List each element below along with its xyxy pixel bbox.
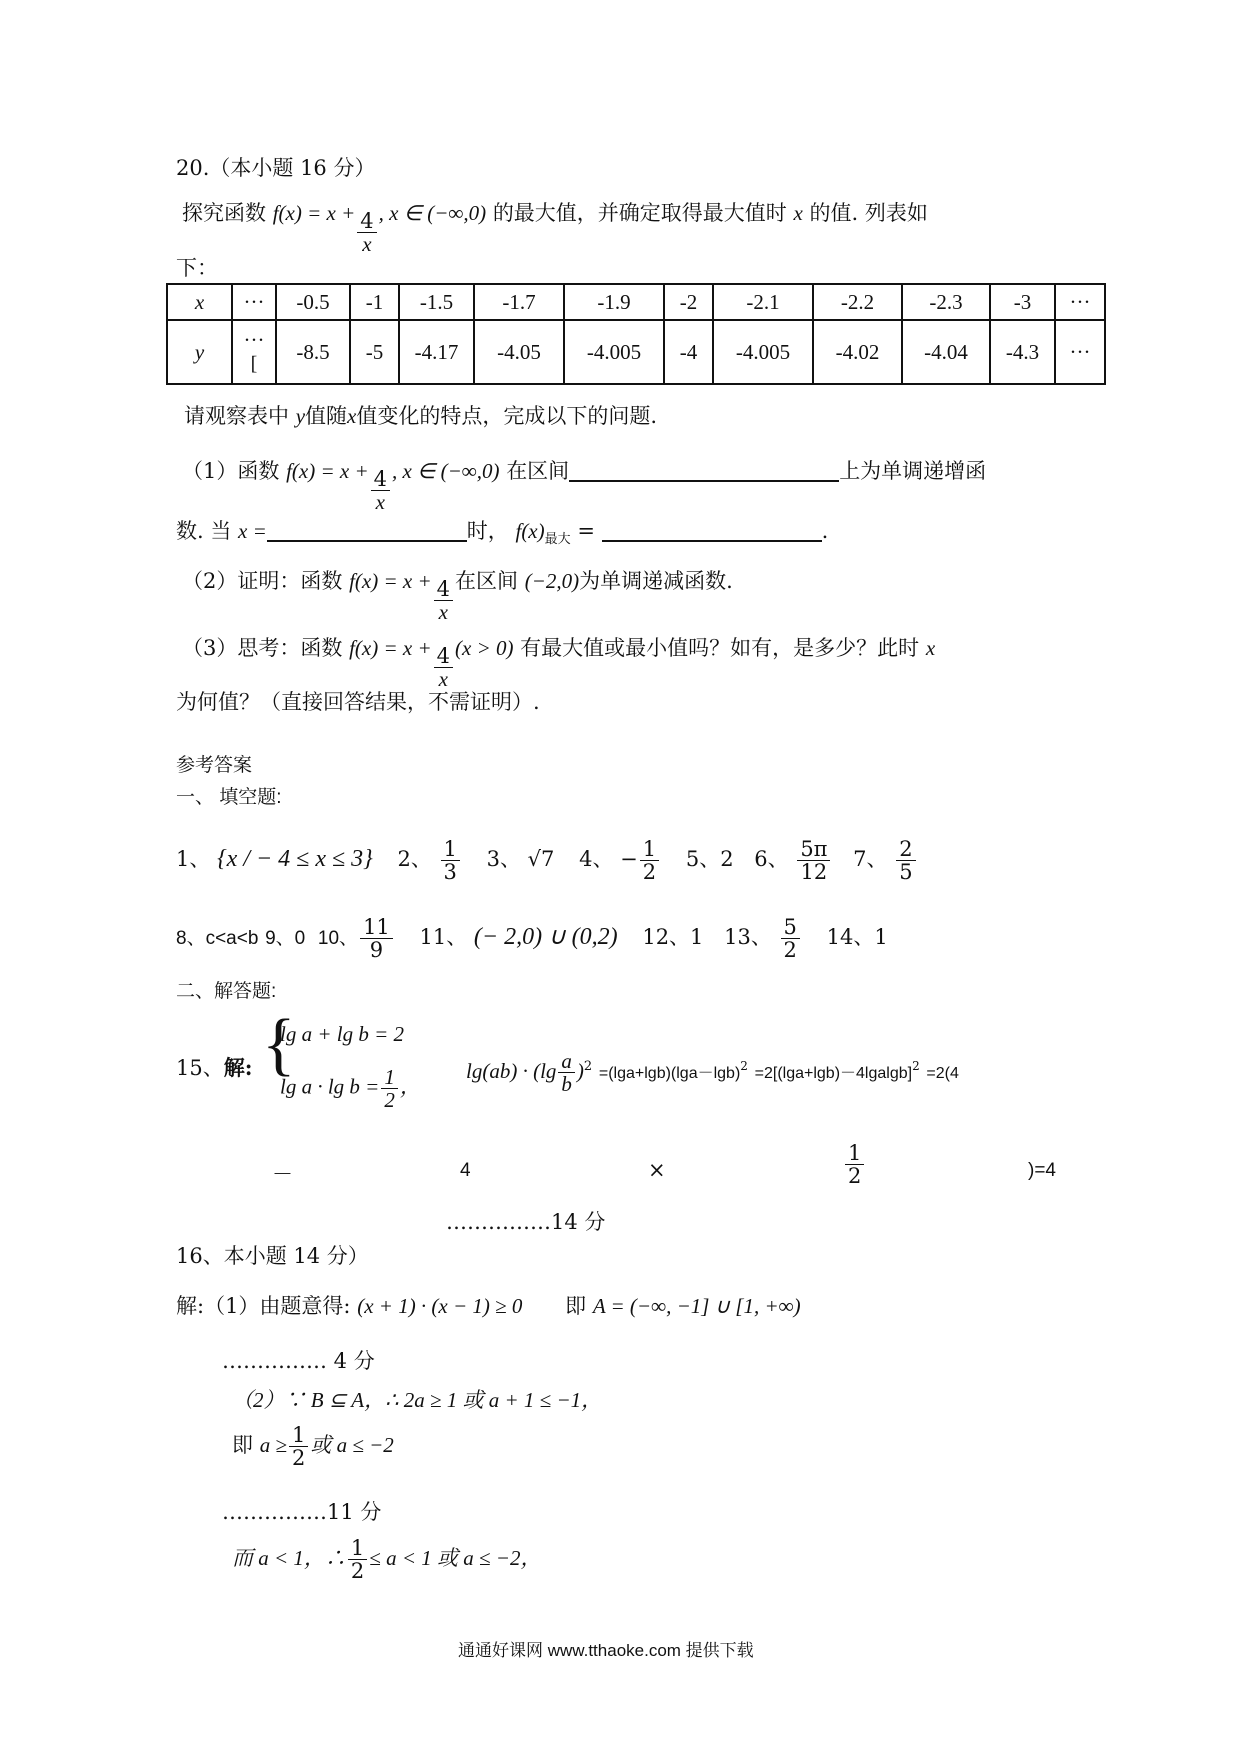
line2-times: ×: [648, 1158, 666, 1182]
answer-16-line-2: （2）∵ B ⊆ A，∴ 2a ≥ 1 或 a + 1 ≤ −1，: [232, 1388, 603, 1412]
table-cell: -4.17: [399, 320, 474, 384]
function-expression: f(x) = x +: [272, 201, 356, 225]
table-cell: -4: [664, 320, 713, 384]
answers-title: 参考答案: [176, 755, 253, 776]
answer-16-line-4: 而 a < 1，∴ $\frac{1}{2}$ ≤ a < 1 或 a ≤ −2，: [232, 1536, 542, 1584]
table-cell: -2: [664, 284, 713, 320]
table-cell: x: [167, 284, 232, 320]
line2-minus: －: [272, 1162, 293, 1186]
answer-6-fraction: $\frac{5\pi}{12}$: [797, 838, 830, 883]
line2-end: )=4: [1028, 1160, 1056, 1181]
table-cell: -2.3: [902, 284, 990, 320]
table-row-y: [167, 320, 1105, 384]
table-cell: -4.005: [564, 320, 664, 384]
part-1-line-2: 数. 当 x = 时， $f(x)_{最大}$ = .: [176, 519, 829, 548]
part-2-line: （2）证明：函数 f(x) = x + $\frac{4}{x}$ 在区间 (−2,0)为单调递减函数.: [182, 569, 733, 625]
table-cell: -5: [350, 320, 399, 384]
one-half-fraction: $\frac{1}{2}$: [289, 1424, 308, 1469]
intro-text-a: 探究函数: [182, 201, 266, 225]
system-equation-2: lg a · lg b = $\frac{1}{2}$ ，: [280, 1065, 421, 1113]
answer-15-score: ……………14 分: [446, 1210, 606, 1234]
intro-text-d: 下：: [176, 256, 218, 280]
table-cell: ···: [1055, 284, 1105, 320]
table-cell: -1.5: [399, 284, 474, 320]
table-cell: -4.005: [713, 320, 813, 384]
answer-16-score-1: …………… 4 分: [222, 1349, 375, 1373]
intro-text-b: 的最大值，并确定取得最大值时: [492, 201, 787, 225]
table-cell: -1: [350, 284, 399, 320]
section-2-heading: 二、解答题:: [176, 981, 277, 1002]
answer-13-fraction: $\frac{5}{2}$: [781, 916, 800, 961]
stray-bracket: [: [250, 352, 258, 375]
answer-16-line-3: 即 a ≥ $\frac{1}{2}$ 或 a ≤ −2: [232, 1423, 394, 1471]
answer-10-fraction: $\frac{11}{9}$: [360, 916, 393, 961]
fraction-4-over-x: $\frac{4}{x}$: [371, 468, 390, 513]
table-cell: -2.1: [713, 284, 813, 320]
line2-four: 4: [460, 1160, 471, 1181]
table-cell: ···: [232, 284, 276, 320]
interval-blank[interactable]: [569, 458, 839, 482]
domain-expression: , x ∈ (−∞,0): [378, 201, 487, 225]
a-over-b-fraction: $\frac{a}{b}$: [558, 1050, 575, 1095]
answer-15-expression: lg(ab) · (lg $\frac{a}{b}$ )$^2 =(\lg a+\lg b)(\lg a-\lg b)^2 =2[(\lg a+\lg b)-4lgalgb]^2 =2(4$: [466, 1049, 959, 1097]
table-cell: -0.5: [276, 284, 350, 320]
values-table: [166, 283, 1106, 385]
table-cell: -2.2: [813, 284, 902, 320]
problem-20-header: 20.（本小题 16 分）: [176, 156, 376, 180]
table-cell: -1.7: [474, 284, 564, 320]
answers-row-2: 8、c<a<b 9、0 10、 $\frac{11}{9}$ 11、 (− 2,0) ∪ (0,2) 12、1 13、 $\frac{5}{2}$ 14、1: [176, 915, 888, 963]
part-1-line-1: （1）函数 f(x) = x + $\frac{4}{x}$ , x ∈ (−∞,0) 在区间 上为单调递增函: [182, 459, 987, 515]
problem-20-intro: [182, 197, 928, 255]
table-row-x: [167, 284, 1105, 320]
table-cell: -4.05: [474, 320, 564, 384]
one-half-fraction: $\frac{1}{2}$: [381, 1066, 398, 1111]
answer-16-title: 16、本小题 14 分）: [176, 1244, 369, 1268]
table-cell: -8.5: [276, 320, 350, 384]
table-cell: y: [167, 320, 232, 384]
part-3-line-2: 为何值？（直接回答结果，不需证明）.: [176, 690, 540, 714]
answer-7-fraction: $\frac{2}{5}$: [896, 838, 915, 883]
answer-16-line-1: 解:（1）由题意得: (x + 1) · (x − 1) ≥ 0 即 A = (−∞, −1] ∪ [1, +∞): [176, 1294, 801, 1318]
answer-16-score-2: ……………11 分: [222, 1500, 382, 1524]
x-value-blank[interactable]: [267, 518, 467, 542]
answer-15-label: 15、解:: [176, 1055, 253, 1080]
observe-line: 请观察表中 y值随x值变化的特点，完成以下的问题.: [184, 404, 658, 428]
table-cell: [232, 320, 276, 384]
table-cell: -3: [990, 284, 1055, 320]
table-cell: -4.02: [813, 320, 902, 384]
table-cell: -4.04: [902, 320, 990, 384]
answer-4-fraction: $\frac{1}{2}$: [640, 838, 659, 883]
part-3-line-1: （3）思考：函数 f(x) = x + $\frac{4}{x}$ (x > 0) 有最大值或最小值吗？如有，是多少？此时 x: [182, 636, 936, 692]
ellipsis: ···: [243, 328, 265, 353]
system-equation-1: lg a + lg b = 2: [280, 1022, 405, 1046]
table-cell: -1.9: [564, 284, 664, 320]
table-cell: -4.3: [990, 320, 1055, 384]
system-brace: {: [262, 1006, 296, 1083]
fraction-4-over-x: $\frac{4}{x}$: [357, 210, 376, 255]
table-cell: ···: [1055, 320, 1105, 384]
intro-text-c: 的值. 列表如: [809, 201, 928, 225]
var-x: x: [793, 201, 803, 225]
line2-fraction: $\frac{1}{2}$: [843, 1142, 866, 1187]
section-1-heading: 一、 填空题:: [176, 787, 282, 808]
fraction-4-over-x: $\frac{4}{x}$: [434, 645, 453, 690]
answers-row-1: 1、 {x / − 4 ≤ x ≤ 3} 2、 $\frac{1}{3}$ 3、 √7 4、 − $\frac{1}{2}$ 5、2 6、 $\frac{5\pi}{12}$ 7、 $\frac{2}{5}$: [176, 838, 918, 883]
answer-2-fraction: $\frac{1}{3}$: [441, 838, 460, 883]
fraction-4-over-x: $\frac{4}{x}$: [434, 578, 453, 623]
footer-credit: 通通好课网 www.tthaoke.com 提供下载: [458, 1641, 754, 1660]
max-value-blank[interactable]: [602, 518, 822, 542]
one-half-fraction: $\frac{1}{2}$: [348, 1537, 367, 1582]
